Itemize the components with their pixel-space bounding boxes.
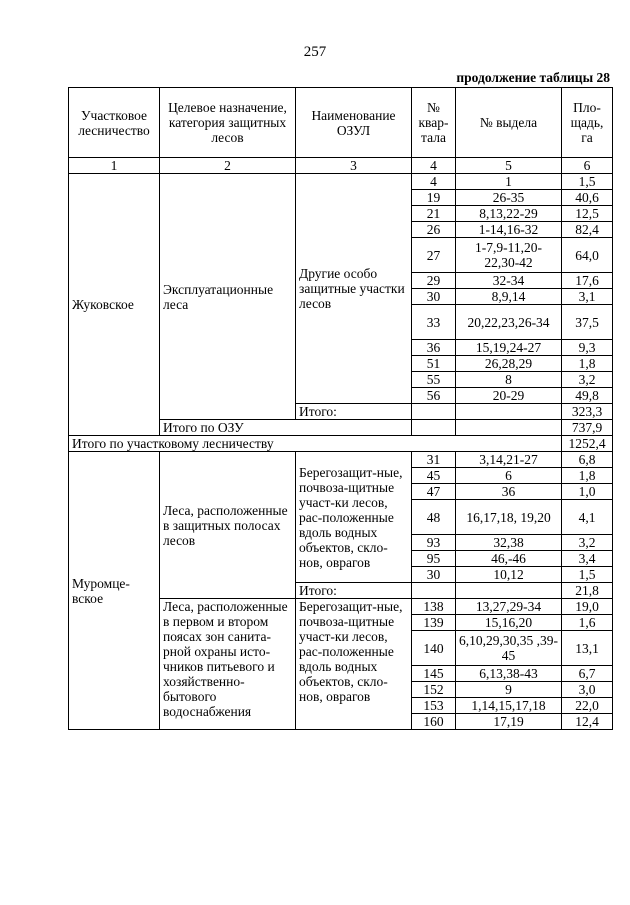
area-cell: 17,6 [562, 273, 613, 289]
table-row [69, 452, 613, 468]
allotment-cell: 8,13,22-29 [456, 206, 562, 222]
allotment-cell: 36 [456, 484, 562, 500]
quarter-cell: 29 [412, 273, 456, 289]
quarter-cell: 160 [412, 714, 456, 730]
quarter-cell: 93 [412, 535, 456, 551]
quarter-cell: 153 [412, 698, 456, 714]
allotment-cell: 10,12 [456, 567, 562, 583]
ozul-bank-protective: Берегозащит-ные, почвоза-щитные участ-ки лесов, рас-положенные вдоль водных объектов, скло-нов, оврагов [296, 599, 412, 730]
allotment-cell: 8 [456, 372, 562, 388]
area-cell: 3,2 [562, 535, 613, 551]
forestry-total-label: Итого по участковому лесничеству [69, 436, 562, 452]
forestry-total-row [69, 436, 613, 452]
allotment-cell: 6,10,29,30,35 ,39-45 [456, 631, 562, 666]
subtotal-value: 323,3 [562, 404, 613, 420]
col-number: 5 [456, 158, 562, 174]
allotment-cell: 1 [456, 174, 562, 190]
area-cell: 82,4 [562, 222, 613, 238]
ozu-total-value: 737,9 [562, 420, 613, 436]
quarter-cell: 26 [412, 222, 456, 238]
quarter-cell: 138 [412, 599, 456, 615]
quarter-cell: 152 [412, 682, 456, 698]
allotment-cell: 3,14,21-27 [456, 452, 562, 468]
quarter-cell: 21 [412, 206, 456, 222]
col-number: 1 [69, 158, 160, 174]
header-forestry: Участковое лесничество [69, 88, 160, 158]
quarter-cell: 45 [412, 468, 456, 484]
allotment-cell: 1-14,16-32 [456, 222, 562, 238]
area-cell: 3,0 [562, 682, 613, 698]
allotment-cell: 6,13,38-43 [456, 666, 562, 682]
quarter-cell: 36 [412, 340, 456, 356]
ozu-total-label: Итого по ОЗУ [160, 420, 412, 436]
area-cell: 1,0 [562, 484, 613, 500]
area-cell: 9,3 [562, 340, 613, 356]
allotment-cell: 46,-46 [456, 551, 562, 567]
allotment-cell: 8,9,14 [456, 289, 562, 305]
allotment-cell: 15,19,24-27 [456, 340, 562, 356]
area-cell: 1,5 [562, 567, 613, 583]
allotment-cell: 20-29 [456, 388, 562, 404]
area-cell: 12,4 [562, 714, 613, 730]
area-cell: 3,1 [562, 289, 613, 305]
allotment-cell: 6 [456, 468, 562, 484]
quarter-cell: 30 [412, 289, 456, 305]
area-cell: 1,8 [562, 468, 613, 484]
quarter-cell: 51 [412, 356, 456, 372]
quarter-cell: 139 [412, 615, 456, 631]
area-cell: 1,6 [562, 615, 613, 631]
allotment-cell: 17,19 [456, 714, 562, 730]
quarter-cell: 145 [412, 666, 456, 682]
col-number: 4 [412, 158, 456, 174]
header-allotment: № выдела [456, 88, 562, 158]
quarter-cell: 56 [412, 388, 456, 404]
forestry-muromtsevskoe: Муромце-вское [69, 452, 160, 730]
area-cell: 4,1 [562, 500, 613, 535]
header-row [69, 88, 613, 158]
allotment-cell: 9 [456, 682, 562, 698]
purpose-sanitary-zones: Леса, расположенные в первом и втором поясах зон санита-рной охраны исто-чников питьевого и хозяйственно-бытового водоснабжения [160, 599, 296, 730]
quarter-cell: 48 [412, 500, 456, 535]
ozul-other: Другие особо защитные участки лесов [296, 174, 412, 404]
allotment-cell: 26-35 [456, 190, 562, 206]
area-cell: 64,0 [562, 238, 613, 273]
subtotal-value: 21,8 [562, 583, 613, 599]
forestry-zhukovskoe: Жуковское [69, 174, 160, 436]
quarter-cell: 140 [412, 631, 456, 666]
allotment-cell: 16,17,18, 19,20 [456, 500, 562, 535]
area-cell: 3,4 [562, 551, 613, 567]
allotment-cell: 32-34 [456, 273, 562, 289]
forestry-total-value: 1252,4 [562, 436, 613, 452]
area-cell: 12,5 [562, 206, 613, 222]
quarter-cell: 19 [412, 190, 456, 206]
area-cell: 37,5 [562, 305, 613, 340]
page-number: 257 [303, 44, 327, 60]
quarter-cell: 95 [412, 551, 456, 567]
area-cell: 49,8 [562, 388, 613, 404]
quarter-cell: 55 [412, 372, 456, 388]
area-cell: 1,5 [562, 174, 613, 190]
table-caption: продолжение таблицы 28 [456, 70, 610, 85]
allotment-cell: 1-7,9-11,20-22,30-42 [456, 238, 562, 273]
header-purpose: Целевое назначение, категория защитных лесов [160, 88, 296, 158]
quarter-cell: 33 [412, 305, 456, 340]
area-cell: 22,0 [562, 698, 613, 714]
area-cell: 13,1 [562, 631, 613, 666]
area-cell: 1,8 [562, 356, 613, 372]
header-quarter: № квар-тала [412, 88, 456, 158]
quarter-cell: 4 [412, 174, 456, 190]
quarter-cell: 30 [412, 567, 456, 583]
allotment-cell: 20,22,23,26-34 [456, 305, 562, 340]
area-cell: 40,6 [562, 190, 613, 206]
column-number-row [69, 158, 613, 174]
subtotal-label: Итого: [296, 583, 412, 599]
purpose-exploitation: Эксплуатационные леса [160, 174, 296, 420]
col-number: 6 [562, 158, 613, 174]
quarter-cell: 31 [412, 452, 456, 468]
allotment-cell: 1,14,15,17,18 [456, 698, 562, 714]
header-area: Пло-щадь, га [562, 88, 613, 158]
col-number: 2 [160, 158, 296, 174]
allotment-cell: 15,16,20 [456, 615, 562, 631]
allotment-cell: 13,27,29-34 [456, 599, 562, 615]
table-row [69, 174, 613, 190]
ozul-bank-protective: Берегозащит-ные, почвоза-щитные участ-ки лесов, рас-положенные вдоль водных объектов, скло-нов, оврагов [296, 452, 412, 583]
area-cell: 6,8 [562, 452, 613, 468]
quarter-cell: 27 [412, 238, 456, 273]
header-ozul: Наименование ОЗУЛ [296, 88, 412, 158]
area-cell: 3,2 [562, 372, 613, 388]
area-cell: 19,0 [562, 599, 613, 615]
subtotal-label: Итого: [296, 404, 412, 420]
quarter-cell: 47 [412, 484, 456, 500]
allotment-cell: 26,28,29 [456, 356, 562, 372]
forest-table [68, 87, 613, 730]
allotment-cell: 32,38 [456, 535, 562, 551]
col-number: 3 [296, 158, 412, 174]
purpose-protective-strips: Леса, расположенные в защитных полосах лесов [160, 452, 296, 599]
area-cell: 6,7 [562, 666, 613, 682]
